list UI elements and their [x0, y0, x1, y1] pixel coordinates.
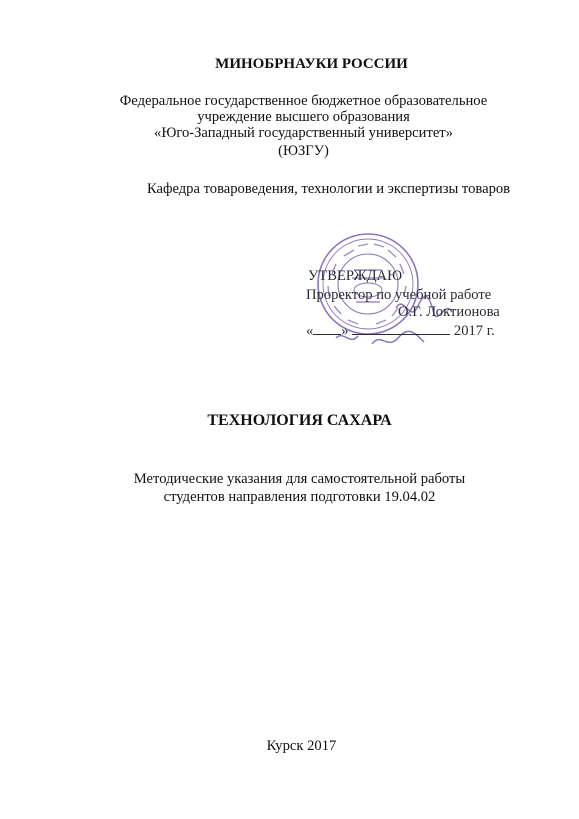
approval-heading: УТВЕРЖДАЮ: [308, 268, 403, 284]
department-name: Кафедра товароведения, технологии и экспертизы товаров: [147, 181, 511, 197]
description-line-1: Методические указания для самостоятельной работы: [133, 471, 466, 487]
organization-line-1: Федеральное государственное бюджетное образовательное: [119, 93, 488, 109]
date-open-quote: «: [306, 323, 314, 339]
description-line-2: студентов направления подготовки 19.04.02: [163, 489, 436, 505]
city-year: Курск 2017: [266, 738, 337, 754]
approval-date-line: [306, 322, 495, 340]
organization-line-2: учреждение высшего образования: [197, 109, 410, 125]
date-year: 2017 г.: [453, 323, 495, 339]
approval-position: Проректор по учебной работе: [306, 287, 492, 303]
date-day-blank: [313, 322, 341, 335]
approval-name: О.Г. Локтионова: [398, 304, 500, 320]
date-month-blank: [352, 322, 450, 335]
approval-block: [288, 228, 550, 368]
organization-abbreviation: (ЮЗГУ): [278, 143, 329, 159]
ministry-heading: МИНОБРНАУКИ РОССИИ: [215, 56, 408, 72]
document-title: ТЕХНОЛОГИЯ САХАРА: [207, 412, 392, 429]
organization-line-3: «Юго-Западный государственный университет»: [154, 125, 453, 141]
date-close-quote: »: [341, 323, 349, 339]
